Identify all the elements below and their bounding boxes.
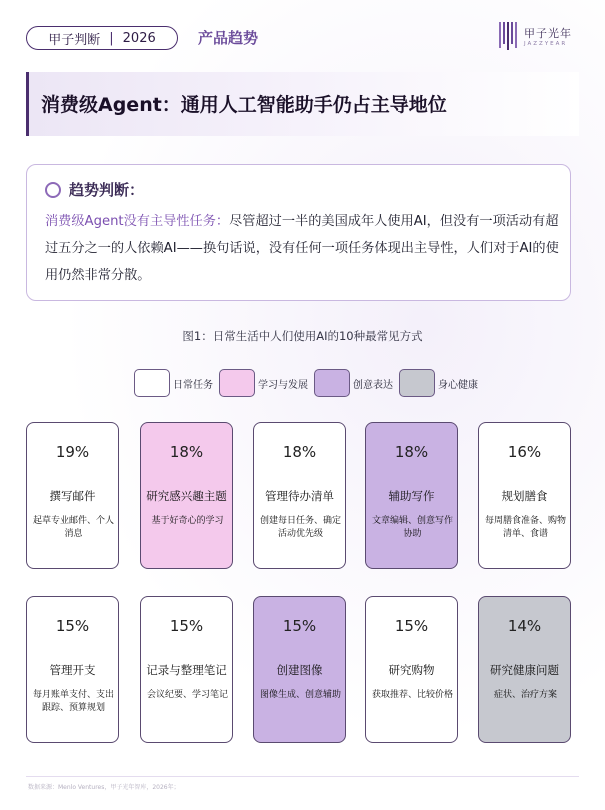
section-title: 产品趋势 — [198, 29, 259, 47]
card-description: 基于好奇心的学习 — [151, 516, 224, 526]
card-task-name: 研究购物 — [388, 663, 435, 677]
legend-item-creative — [314, 369, 395, 397]
figure-caption: 图1：日常生活中人们使用AI的10种最常见方式 — [182, 329, 423, 343]
card-description: 症状、治疗方案 — [493, 690, 557, 700]
card-description: 起草专业邮件、个人消息 — [33, 516, 115, 539]
card-task-name: 撰写邮件 — [49, 489, 96, 503]
title-banner — [26, 72, 579, 136]
page-title: 消费级Agent：通用人工智能助手仍占主导地位 — [41, 94, 447, 116]
card-description: 会议纪要、学习笔记 — [147, 690, 229, 700]
card-percentage: 18% — [282, 443, 317, 461]
card-description: 获取推荐、比较价格 — [372, 690, 454, 700]
footer-source: 数据来源：Menlo Ventures，甲子光年智库，2026年； — [28, 784, 180, 791]
card-percentage: 16% — [507, 443, 542, 461]
usage-card — [478, 422, 571, 569]
logo-english: JAZZYEAR — [524, 41, 568, 47]
card-percentage: 14% — [507, 617, 542, 635]
legend-swatch-health — [399, 369, 435, 397]
usage-card — [140, 596, 233, 743]
usage-card — [478, 596, 571, 743]
legend-item-health — [399, 369, 480, 397]
trend-highlight: 消费级Agent没有主导性任务： — [45, 214, 230, 229]
legend-swatch-creative — [314, 369, 350, 397]
trend-text — [45, 208, 560, 289]
card-description: 创建每日任务、确定活动优先级 — [260, 516, 342, 539]
trend-judgement-box — [26, 164, 571, 301]
card-percentage: 15% — [55, 617, 90, 635]
circle-icon — [45, 182, 61, 198]
card-task-name: 研究感兴趣主题 — [146, 489, 227, 503]
header-separator: | — [109, 30, 114, 46]
brand-logo — [498, 18, 588, 54]
legend-label-learning: 学习与发展 — [258, 379, 308, 391]
usage-card — [26, 596, 119, 743]
usage-card — [140, 422, 233, 569]
usage-card — [253, 422, 346, 569]
card-percentage: 19% — [55, 443, 90, 461]
card-percentage: 15% — [394, 617, 429, 635]
card-task-name: 规划膳食 — [501, 489, 548, 503]
card-description: 文章编辑、创意写作协助 — [372, 516, 454, 539]
logo-name: 甲子光年 — [524, 27, 572, 40]
card-percentage: 18% — [394, 443, 429, 461]
legend-label-health: 身心健康 — [438, 379, 478, 391]
trend-body: 尽管超过一半的美国成年人使用AI，但没有一项活动有超过五分之一的人依赖AI——换句话说，没有任何一项任务体现出主导性，人们对于AI的使用仍然非常分散。 — [45, 214, 559, 283]
usage-card — [253, 596, 346, 743]
legend-label-creative: 创意表达 — [353, 379, 393, 391]
card-percentage: 15% — [282, 617, 317, 635]
legend-item-daily — [134, 369, 215, 397]
card-task-name: 研究健康问题 — [490, 663, 559, 677]
footer-divider — [26, 776, 579, 777]
header-badge — [26, 26, 178, 50]
card-description: 图像生成、创意辅助 — [260, 690, 342, 700]
card-task-name: 记录与整理笔记 — [146, 663, 227, 677]
card-percentage: 15% — [169, 617, 204, 635]
legend-item-learning — [219, 369, 310, 397]
card-task-name: 创建图像 — [276, 663, 323, 677]
card-task-name: 管理开支 — [49, 663, 96, 677]
usage-card — [365, 596, 458, 743]
usage-card — [26, 422, 119, 569]
header-year: 2026 — [122, 30, 156, 46]
card-percentage: 18% — [169, 443, 204, 461]
legend-swatch-daily — [134, 369, 170, 397]
trend-label: 趋势判断： — [69, 181, 145, 199]
card-task-name: 辅助写作 — [388, 489, 435, 503]
usage-card — [365, 422, 458, 569]
logo-icon — [498, 20, 520, 52]
legend-label-daily: 日常任务 — [173, 379, 213, 391]
card-description: 每月账单支付、支出跟踪、预算规划 — [33, 690, 115, 713]
header-brand: 甲子判断 — [48, 32, 101, 48]
chart-legend — [134, 369, 484, 397]
card-task-name: 管理待办清单 — [265, 489, 334, 503]
card-description: 每周膳食准备、购物清单、食谱 — [485, 516, 567, 539]
legend-swatch-learning — [219, 369, 255, 397]
